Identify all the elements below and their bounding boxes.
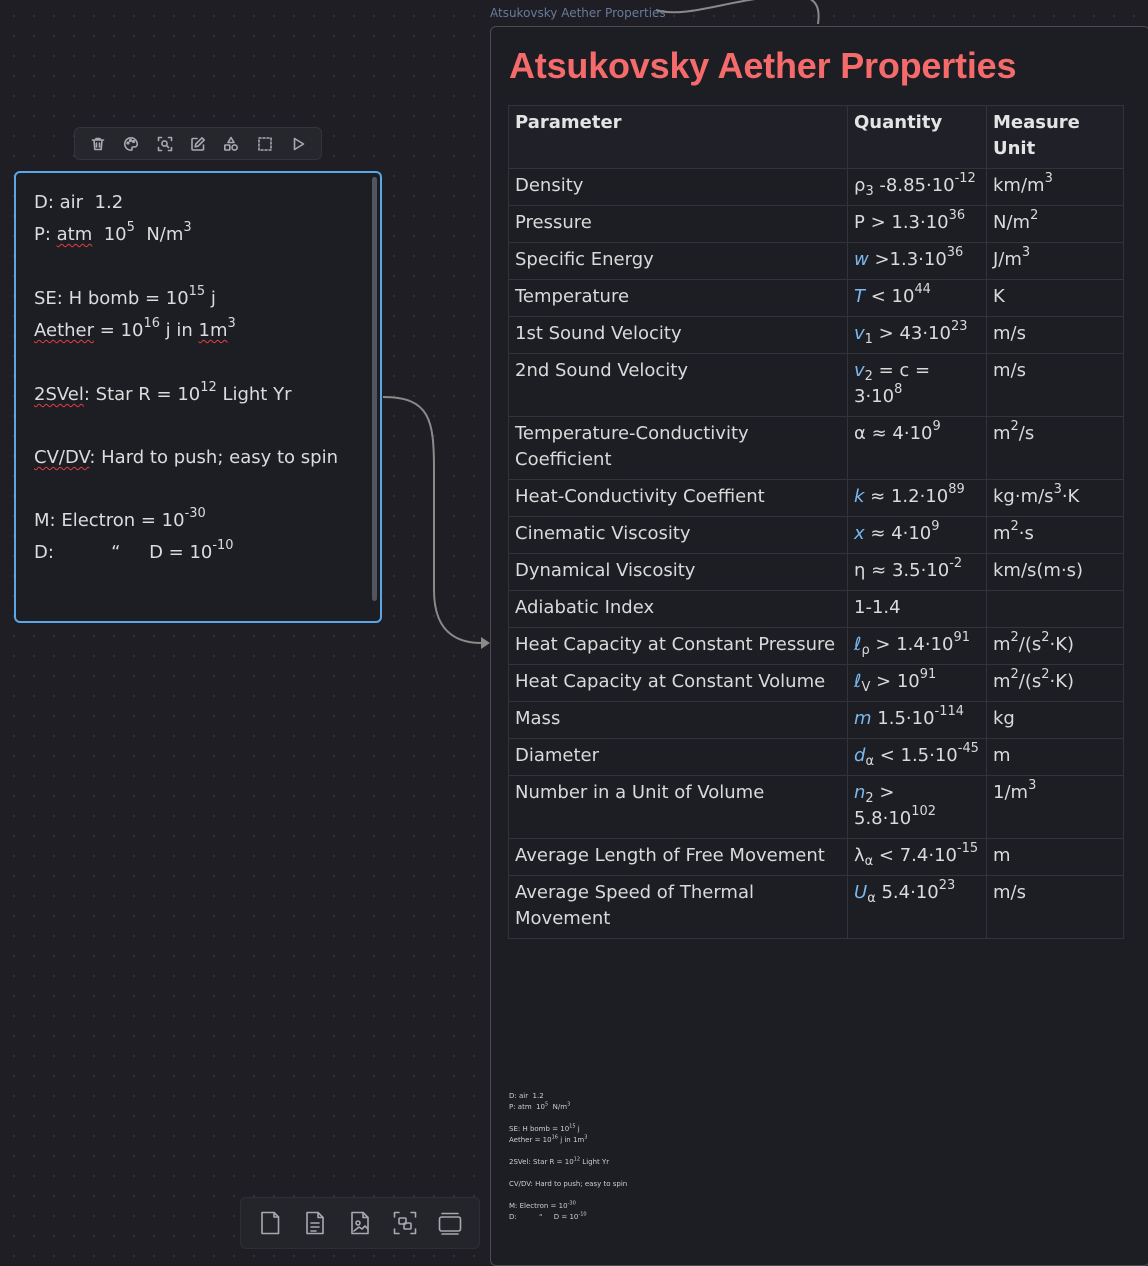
- preview-line: Aether = $10^{16}$ j in $1m^3$: [509, 1134, 588, 1144]
- cell-quantity: $d_\alpha < 1.5\cdot 10^{-45}$: [848, 739, 987, 776]
- edit-icon: [190, 136, 206, 152]
- cell-parameter: Diameter: [509, 739, 848, 776]
- cell-quantity: m $1.5\cdot 10^{-114}$: [848, 702, 987, 739]
- cell-parameter: Number in a Unit of Volume: [509, 776, 848, 839]
- cell-unit: m/s: [987, 317, 1124, 354]
- cell-unit: $N/m^2$: [987, 206, 1124, 243]
- table-row: [509, 480, 1124, 517]
- trash-icon: [90, 136, 106, 152]
- table-row: [509, 665, 1124, 702]
- file-card[interactable]: [490, 26, 1148, 1266]
- cell-quantity: $\rho_3$ $-8.85\cdot 10^{-12}$: [848, 169, 987, 206]
- table-row: [509, 628, 1124, 665]
- note-spacer: [34, 251, 362, 283]
- table-row: [509, 776, 1124, 839]
- table-row: [509, 354, 1124, 417]
- preview-line: D: “ $D = 10^{-10}$: [509, 1211, 587, 1221]
- edge-top: [656, 0, 819, 24]
- cell-quantity: $\eta \approx 3.5\cdot 10^{-2}$: [848, 554, 987, 591]
- cell-parameter: Adiabatic Index: [509, 591, 848, 628]
- edit-button[interactable]: [187, 133, 209, 155]
- note-line-aether: Aether = $10^{16}$ j in $1m^3$: [34, 315, 236, 341]
- select-box-icon: [257, 136, 273, 152]
- cell-parameter: Specific Energy: [509, 243, 848, 280]
- preview-line: P: atm $10^5$ $N/m^3$: [509, 1101, 571, 1111]
- note-spacer: [34, 411, 362, 443]
- header-parameter: Parameter: [509, 106, 848, 169]
- node-toolbar: [74, 127, 322, 160]
- cell-quantity: $x \approx 4\cdot 10^9$: [848, 517, 987, 554]
- note-spacer: [34, 473, 362, 505]
- table-row: [509, 169, 1124, 206]
- cell-parameter: Dynamical Viscosity: [509, 554, 848, 591]
- cell-unit: $m^2\cdot s$: [987, 517, 1124, 554]
- color-button[interactable]: [120, 133, 142, 155]
- cell-parameter: Pressure: [509, 206, 848, 243]
- cell-parameter: 1st Sound Velocity: [509, 317, 848, 354]
- note-line-specific-energy: SE: H bomb = $10^{15}$ j: [34, 283, 216, 309]
- card-label[interactable]: Atsukovsky Aether Properties: [490, 6, 666, 20]
- cell-quantity: $k \approx 1.2\cdot 10^{89}$: [848, 480, 987, 517]
- add-media-button[interactable]: [344, 1207, 376, 1239]
- note-line-density: D: air 1.2: [34, 192, 124, 213]
- new-note-icon: [256, 1209, 284, 1237]
- cell-quantity: $\alpha \approx 4\cdot 10^9$: [848, 417, 987, 480]
- table-row: [509, 591, 1124, 628]
- note-line-pressure: P: atm $10^5$ $N/m^3$: [34, 219, 192, 245]
- cell-unit: [987, 591, 1124, 628]
- cell-unit: $km/m^3$: [987, 169, 1124, 206]
- canvas-bottom-toolbar: [240, 1197, 480, 1249]
- preview-line: 2SVel: Star $R = 10^{12}$ Light Yr: [509, 1156, 610, 1166]
- text-note-node[interactable]: [14, 171, 382, 623]
- zoom-to-selection-icon: [157, 136, 173, 152]
- table-row: [509, 702, 1124, 739]
- note-line-electron-mass: M: Electron = $10^{-30}$: [34, 505, 206, 531]
- cell-quantity: $w >1.3\cdot 10^{36}$: [848, 243, 987, 280]
- table-row: [509, 243, 1124, 280]
- cell-unit: m/s: [987, 876, 1124, 939]
- cell-parameter: Temperature-Conductivity Coefficient: [509, 417, 848, 480]
- table-header-row: [509, 106, 1124, 169]
- cell-quantity: $T < 10^{44}$: [848, 280, 987, 317]
- cell-quantity: $P > 1.3\cdot 10^{36}$: [848, 206, 987, 243]
- cell-parameter: 2nd Sound Velocity: [509, 354, 848, 417]
- cell-unit: m: [987, 739, 1124, 776]
- note-line-diameter: D: “ $D = 10^{-10}$: [34, 537, 234, 563]
- preview-line: SE: H bomb = $10^{15}$ j: [509, 1123, 580, 1133]
- preview-line: D: air 1.2: [509, 1092, 544, 1100]
- new-file-icon: [301, 1209, 329, 1237]
- preview-line: M: Electron = $10^{-30}$: [509, 1200, 576, 1210]
- zoom-to-selection-button[interactable]: [154, 133, 176, 155]
- preview-line: CV/DV: Hard to push; easy to spin: [509, 1180, 628, 1188]
- play-button[interactable]: [287, 133, 309, 155]
- cell-unit: km/s(m·s): [987, 554, 1124, 591]
- cell-unit: kg: [987, 702, 1124, 739]
- cell-unit: m/s: [987, 354, 1124, 417]
- shapes-button[interactable]: [220, 133, 242, 155]
- palette-icon: [123, 136, 139, 152]
- note-scrollbar[interactable]: [372, 177, 377, 601]
- table-row: [509, 554, 1124, 591]
- add-note-from-vault-button[interactable]: [299, 1207, 331, 1239]
- add-media-icon: [346, 1209, 374, 1237]
- edge-arrowhead: [481, 637, 490, 649]
- cell-parameter: Heat Capacity at Constant Volume: [509, 665, 848, 702]
- cell-parameter: Average Length of Free Movement: [509, 839, 848, 876]
- cell-parameter: Density: [509, 169, 848, 206]
- cell-quantity: $\lambda_\alpha < 7.4\cdot 10^{-15}$: [848, 839, 987, 876]
- cell-quantity: $U_\alpha$ $5.4\cdot 10^{23}$: [848, 876, 987, 939]
- cell-unit: m: [987, 839, 1124, 876]
- table-row: [509, 206, 1124, 243]
- properties-table: [508, 105, 1124, 939]
- note-line-viscosity: CV/DV: Hard to push; easy to spin: [34, 447, 338, 468]
- cell-parameter: Heat Capacity at Constant Pressure: [509, 628, 848, 665]
- canvas-view-button[interactable]: [434, 1207, 466, 1239]
- table-row: [509, 839, 1124, 876]
- play-icon: [290, 136, 306, 152]
- table-row: [509, 417, 1124, 480]
- properties-table-body: [509, 169, 1124, 939]
- header-measure-unit: Measure Unit: [987, 106, 1124, 169]
- canvas-icon: [436, 1209, 464, 1237]
- cell-quantity: ℓ$_\rho$ > $1.4\cdot 10^{91}$: [848, 628, 987, 665]
- cell-quantity: ℓ$_V$ > $10^{91}$: [848, 665, 987, 702]
- cell-quantity: $v_1 > 43\cdot 10^{23}$: [848, 317, 987, 354]
- shapes-icon: [223, 136, 239, 152]
- table-row: [509, 517, 1124, 554]
- create-group-button[interactable]: [389, 1207, 421, 1239]
- table-row: [509, 876, 1124, 939]
- note-spacer: [34, 347, 362, 379]
- embedded-note-preview: [509, 1091, 627, 1223]
- select-box-button[interactable]: [254, 133, 276, 155]
- cell-unit: $m^2/(s^2\cdot K)$: [987, 665, 1124, 702]
- cell-quantity: $v_2 = c = 3\cdot 10^8$: [848, 354, 987, 417]
- cell-unit: $m^2/(s^2\cdot K)$: [987, 628, 1124, 665]
- cell-quantity: $n_2 > 5.8\cdot 10^{102}$: [848, 776, 987, 839]
- delete-button[interactable]: [87, 133, 109, 155]
- header-quantity: Quantity: [848, 106, 987, 169]
- cell-unit: $m^2/s$: [987, 417, 1124, 480]
- cell-quantity: 1-1.4: [848, 591, 987, 628]
- group-icon: [391, 1209, 419, 1237]
- table-row: [509, 317, 1124, 354]
- card-title: Atsukovsky Aether Properties: [509, 45, 1017, 86]
- cell-unit: K: [987, 280, 1124, 317]
- add-card-button[interactable]: [254, 1207, 286, 1239]
- cell-unit: $kg\cdot m/s^3\cdot K$: [987, 480, 1124, 517]
- cell-parameter: Temperature: [509, 280, 848, 317]
- cell-parameter: Heat-Conductivity Coeffient: [509, 480, 848, 517]
- cell-unit: $J/m^3$: [987, 243, 1124, 280]
- cell-parameter: Average Speed of Thermal Movement: [509, 876, 848, 939]
- table-row: [509, 739, 1124, 776]
- note-line-sound-velocity: 2SVel: Star $R = 10^{12}$ Light Yr: [34, 379, 292, 405]
- table-row: [509, 280, 1124, 317]
- cell-parameter: Cinematic Viscosity: [509, 517, 848, 554]
- edge-note-to-card: [383, 397, 482, 643]
- cell-parameter: Mass: [509, 702, 848, 739]
- cell-unit: $1/m^3$: [987, 776, 1124, 839]
